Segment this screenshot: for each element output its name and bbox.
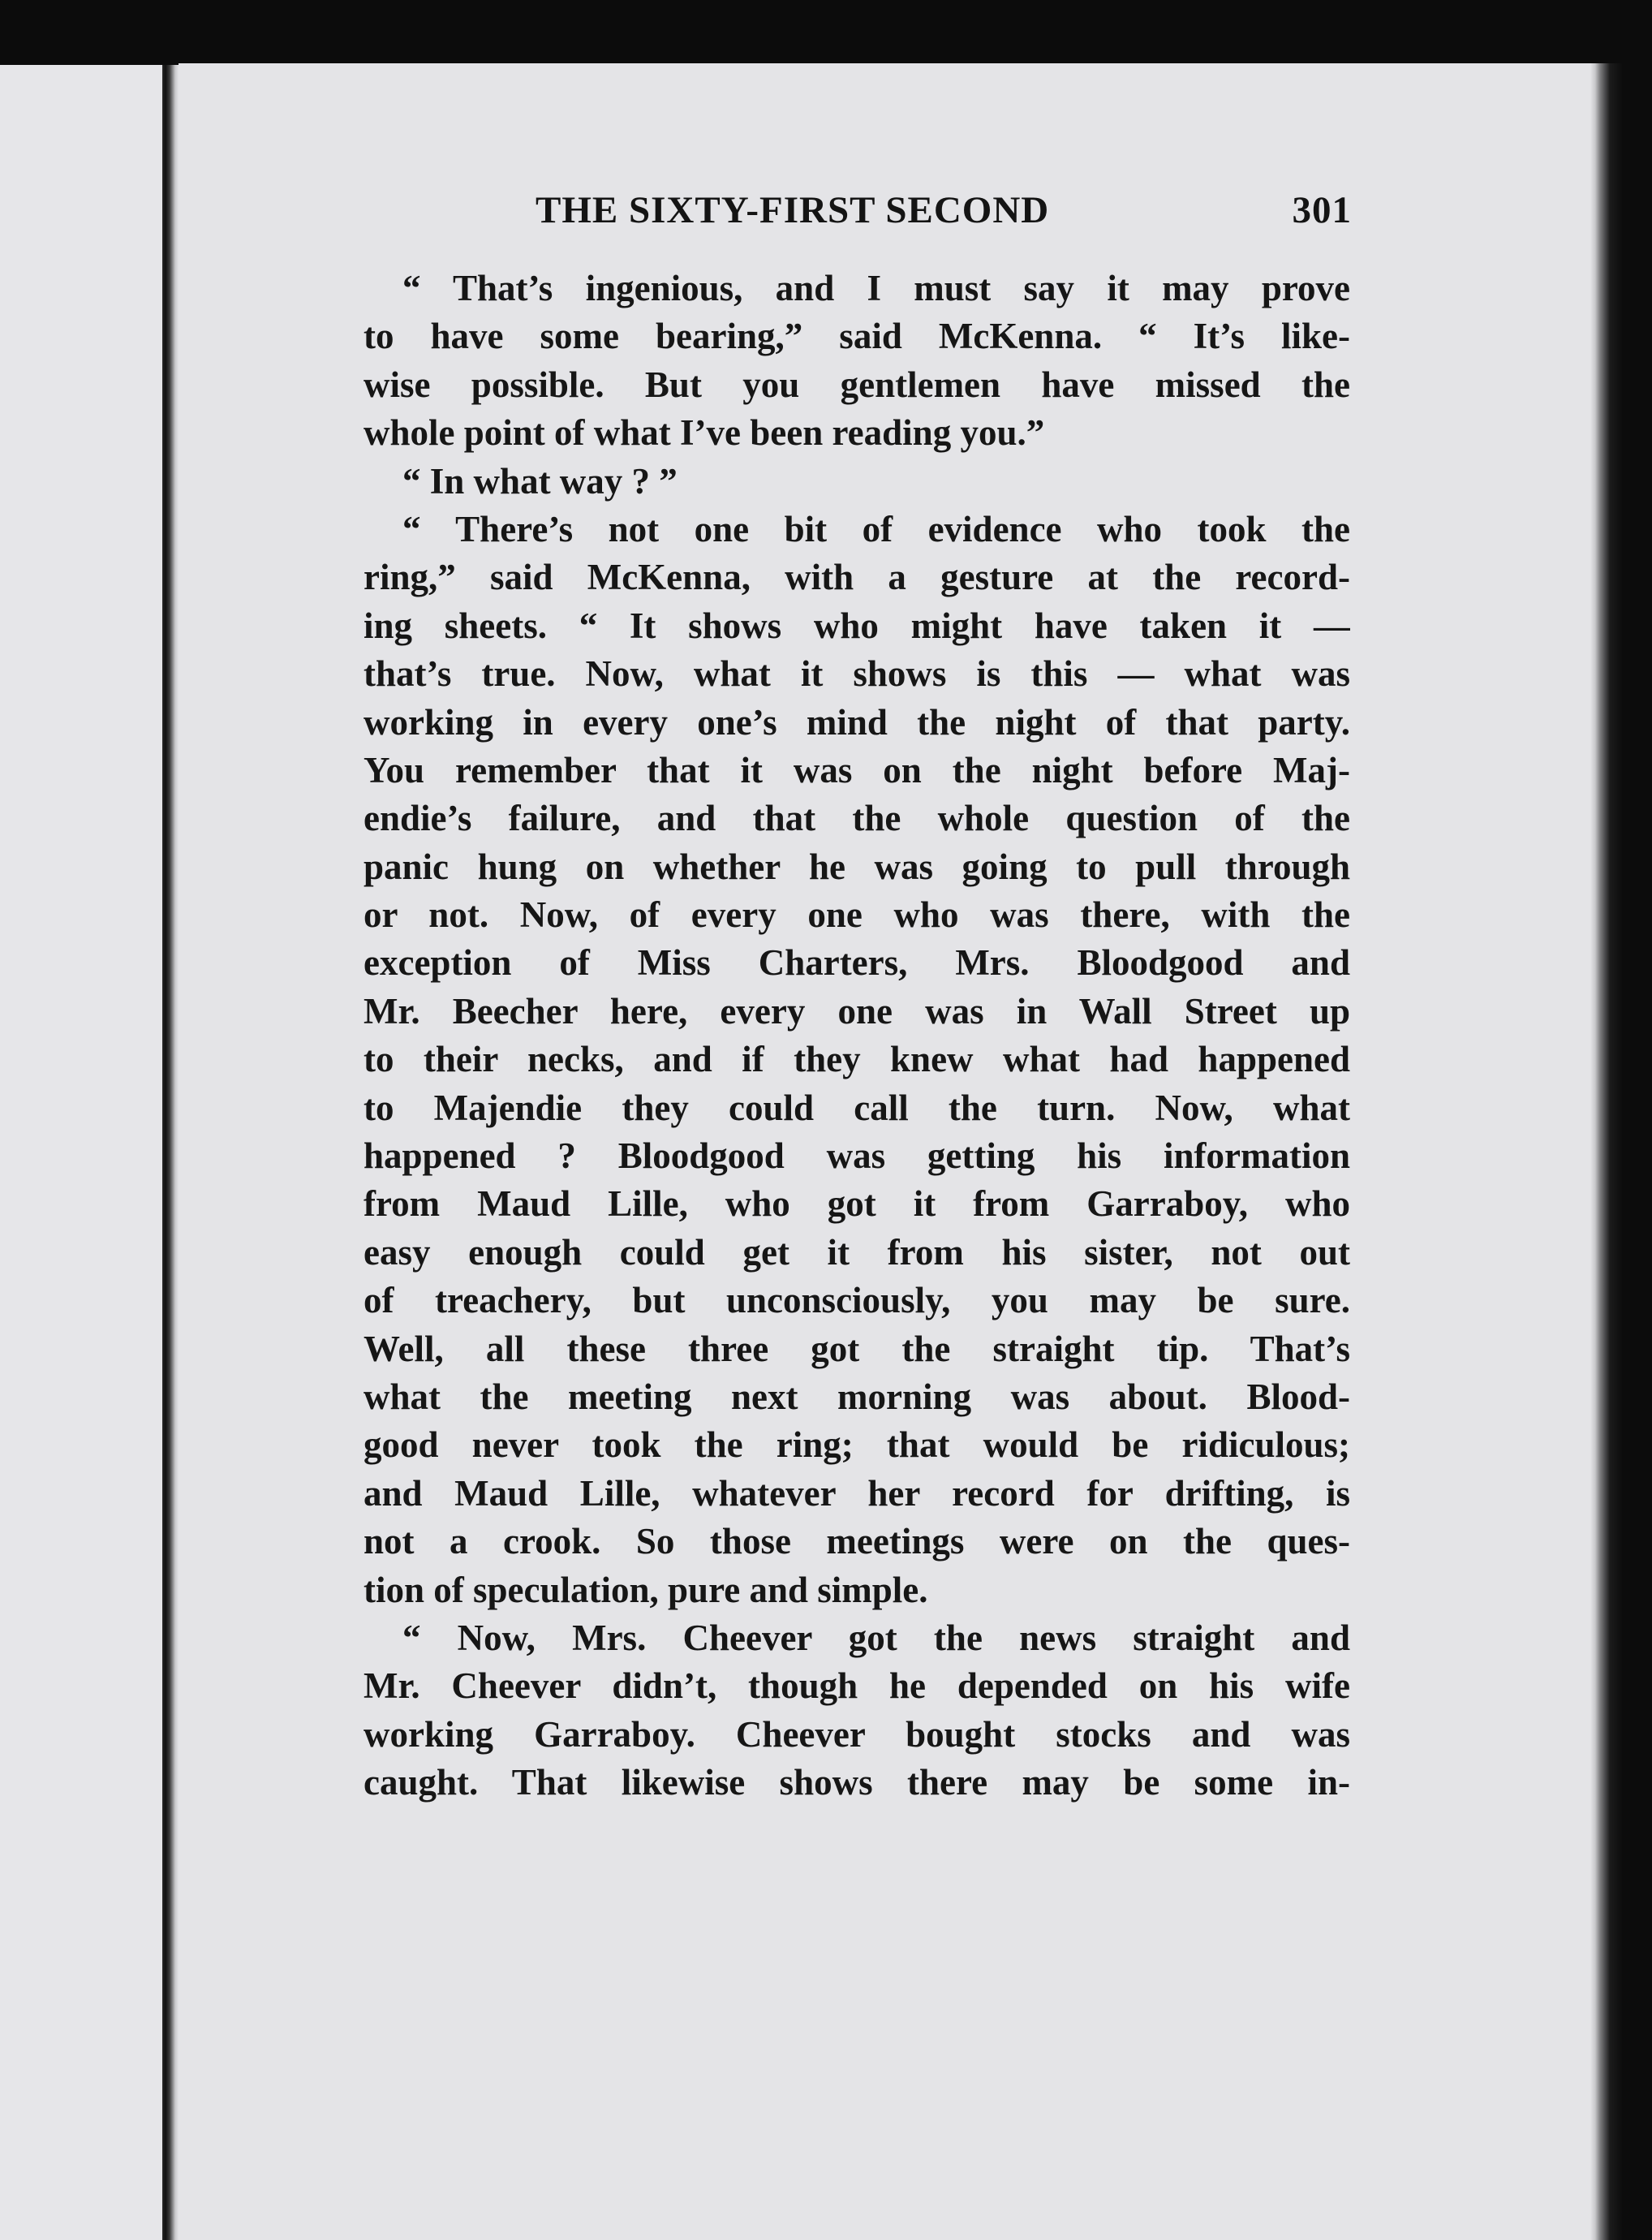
book-gutter — [162, 65, 179, 2240]
text-line: Mr. Beecher here, every one was in Wall Street up — [364, 990, 1350, 1032]
running-head-title: THE SIXTY-FIRST SECOND — [536, 189, 1050, 231]
facing-page-edge — [0, 65, 162, 2240]
text-line: Well, all these three got the straight tip. That’s — [364, 1328, 1350, 1369]
text-line: working Garraboy. Cheever bought stocks and was — [364, 1713, 1350, 1755]
text-line: Mr. Cheever didn’t, though he depended on his wife — [364, 1665, 1350, 1707]
text-line: “ There’s not one bit of evidence who took the — [402, 508, 1350, 549]
text-line: or not. Now, of every one who was there, with the — [364, 894, 1350, 936]
text-line: from Maud Lille, who got it from Garraboy, who — [364, 1183, 1350, 1225]
text-line: working in every one’s mind the night of that party. — [364, 701, 1350, 743]
text-line: ing sheets. “ It shows who might have taken it — — [364, 605, 1350, 646]
text-line: that’s true. Now, what it shows is this — what was — [364, 653, 1350, 695]
text-line: to their necks, and if they knew what had happened — [364, 1039, 1350, 1080]
text-line: and Maud Lille, whatever her record for drifting, is — [364, 1472, 1350, 1514]
text-line: what the meeting next morning was about. Blood- — [364, 1376, 1350, 1417]
text-line: whole point of what I’ve been reading you.” — [364, 412, 1045, 454]
text-line: “ Now, Mrs. Cheever got the news straight and — [402, 1617, 1350, 1658]
text-line: “ In what way ? ” — [402, 460, 678, 502]
text-line: wise possible. But you gentlemen have missed the — [364, 364, 1350, 405]
body-text — [364, 265, 1350, 1807]
text-line: “ That’s ingenious, and I must say it may prove — [402, 268, 1350, 308]
text-line: good never took the ring; that would be ridiculous; — [364, 1424, 1350, 1466]
text-line: exception of Miss Charters, Mrs. Bloodgood and — [364, 942, 1350, 984]
text-line: to Majendie they could call the turn. Now, what — [364, 1087, 1350, 1128]
running-head — [357, 188, 1355, 240]
text-line: You remember that it was on the night before Maj- — [364, 749, 1350, 790]
text-line: not a crook. So those meetings were on the ques- — [364, 1521, 1350, 1562]
text-line: happened ? Bloodgood was getting his information — [364, 1135, 1350, 1177]
text-line: of treachery, but unconsciously, you may be sure. — [364, 1280, 1350, 1321]
text-line: endie’s failure, and that the whole question of the — [364, 798, 1350, 839]
text-line: to have some bearing,” said McKenna. “ It’s like- — [364, 316, 1350, 357]
page-number: 301 — [1292, 189, 1352, 231]
text-line: caught. That likewise shows there may be some in- — [364, 1762, 1350, 1803]
page-edge-shadow — [1590, 63, 1623, 2240]
text-line: tion of speculation, pure and simple. — [364, 1569, 928, 1610]
text-line: panic hung on whether he was going to pull through — [364, 846, 1350, 887]
text-line: ring,” said McKenna, with a gesture at the record- — [364, 557, 1350, 598]
text-line: easy enough could get it from his sister, not out — [364, 1231, 1350, 1273]
